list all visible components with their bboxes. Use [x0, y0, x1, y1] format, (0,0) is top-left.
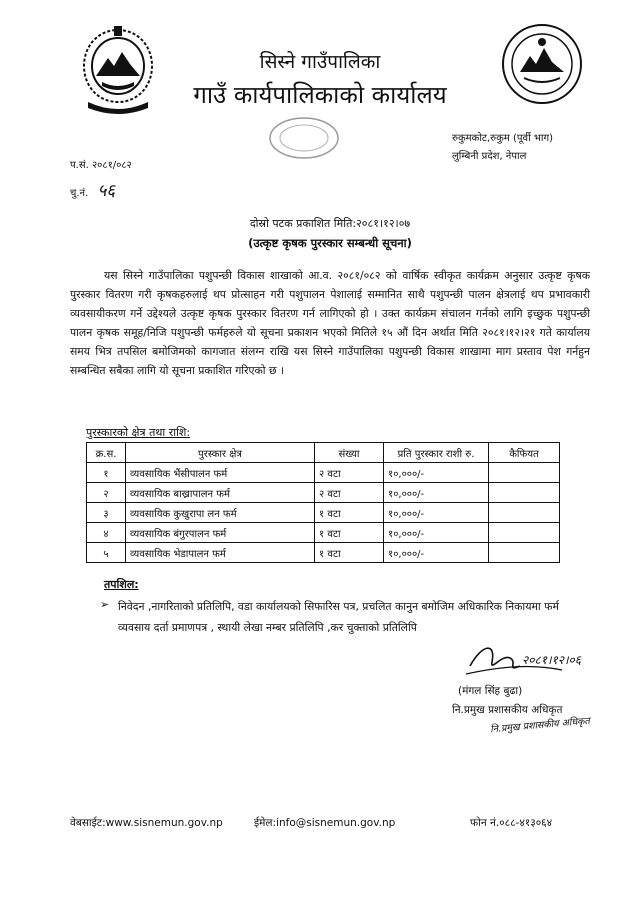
municipality-logo-icon [500, 22, 584, 106]
cell-amount: १०,०००/- [384, 483, 489, 503]
cell-remarks [489, 463, 560, 483]
header-serial: क्र.स. [87, 443, 126, 463]
signatory-title: नि.प्रमुख प्रशासकीय अधिकृत [452, 704, 563, 716]
cell-remarks [489, 483, 560, 503]
footer-website: वेबसाईट:www.sisnemun.gov.np [70, 817, 223, 829]
org-name: सिस्ने गाउँपालिका [259, 51, 381, 73]
cell-serial: १ [87, 463, 126, 483]
patra-sankhya: प.सं. २०८१/०८२ [70, 160, 132, 171]
cell-count: १ वटा [315, 503, 384, 523]
cell-remarks [489, 543, 560, 563]
header-amount: प्रति पुरस्कार राशी रु. [384, 443, 489, 463]
cell-count: २ वटा [315, 483, 384, 503]
table-row [87, 523, 560, 543]
header-remarks: कैफियत [489, 443, 560, 463]
cell-count: १ वटा [315, 543, 384, 563]
table-row [87, 463, 560, 483]
arrow-bullet-icon: ➢ [100, 598, 110, 611]
signatory-name: (मंगल सिंह बुढा) [458, 685, 523, 697]
cell-award-field: व्यवसायिक भैंसीपालन फर्म [126, 463, 315, 483]
table-caption: पुरस्कारको क्षेत्र तथा राशि: [86, 426, 191, 439]
table-row [87, 503, 560, 523]
cell-amount: १०,०००/- [384, 523, 489, 543]
table-header-row [87, 443, 560, 463]
office-name: गाउँ कार्यपालिकाको कार्यालय [193, 81, 447, 109]
cell-remarks [489, 523, 560, 543]
cell-remarks [489, 503, 560, 523]
awards-table [86, 442, 560, 563]
cell-amount: १०,०००/- [384, 543, 489, 563]
footer-email: ईमेल:info@sisnemun.gov.np [254, 817, 396, 829]
chalani-number-line [70, 178, 115, 201]
cell-amount: १०,०००/- [384, 463, 489, 483]
details-heading: तपशिल: [104, 578, 139, 591]
notice-subject: (उत्कृष्ट कृषक पुरस्कार सम्बन्धी सूचना) [248, 236, 412, 250]
cell-count: २ वटा [315, 463, 384, 483]
cell-amount: १०,०००/- [384, 503, 489, 523]
cell-count: १ वटा [315, 523, 384, 543]
notice-body: यस सिस्ने गाउँपालिका पशुपन्छी विकास शाखाको आ.व. २०८१/०८२ को वार्षिक स्वीकृत कार्यक्रम अनुसार उत्कृष्ट कृषक पुरस्कार वितरण गरी कृषकहरुलाई थप प्रोत्साहन गरी पशुपालन पेशालाई सम्मानित साथै पशुपन्छी पालन क्षेत्रलाई थप प्रभावकारी व्यवसायीकरण गर्ने उद्देश्यले उत्कृष्ट कृषक पुरस्कार वितरण गर्न लागिएको हो । उक्त कार्यक्रम संचालन गर्नको लागि इच्छुक पशुपन्छी पालन कृषक समूह/निजि पशुपन्छी फर्महरुले यो सूचना प्रकाशन भएको मितिले १५ औं दिन अर्थात मिति २०८१।१२।२१ गते कार्यालय समय भित्र तपसिल बमोजिमको कागजात संलग्न राखि यस सिस्ने गाउँपालिका पशुपन्छी विकास शाखामा माग प्रस्ताव पेश गर्नहुन सम्बन्धित सबैका लागि यो सूचना प्रकाशित गरिएको छ । [70, 269, 590, 377]
table-row [87, 483, 560, 503]
cell-serial: ५ [87, 543, 126, 563]
nepal-emblem-icon [78, 22, 158, 118]
signatory-stamp: नि.प्रमुख प्रशासकीय अधिकृत [489, 715, 591, 736]
footer-phone: फोन नं.०८८-४१३०६४ [470, 817, 553, 829]
publish-date: दोस्रो पटक प्रकाशित मिति:२०८१।१२।०७ [249, 217, 411, 230]
cell-award-field: व्यवसायिक भेडापालन फर्म [126, 543, 315, 563]
cell-serial: ४ [87, 523, 126, 543]
cell-award-field: व्यवसायिक बाख्रापालन फर्म [126, 483, 315, 503]
signature-scribble [462, 636, 602, 686]
signature-date: २०८१।१२।०६ [522, 653, 582, 667]
header-count: संख्या [315, 443, 384, 463]
office-stamp-icon [268, 116, 340, 160]
cell-award-field: व्यवसायिक कुखुरापा लन फर्म [126, 503, 315, 523]
table-row [87, 543, 560, 563]
address-line-2: लुम्बिनी प्रदेश, नेपाल [452, 151, 527, 162]
chalani-label: चु.नं. [70, 188, 89, 199]
cell-serial: ३ [87, 503, 126, 523]
details-item: निवेदन ,नागरिताको प्रतिलिपि, वडा कार्यालयको सिफारिस पत्र, प्रचलित कानुन बमोजिम अधिकारिक निकायमा फर्म व्यवसाय दर्ता प्रमाणपत्र , स्थायी लेखा नम्बर प्रतिलिपि ,कर चुक्ताको प्रतिलिपि [118, 600, 559, 634]
cell-award-field: व्यवसायिक बंगुरपालन फर्म [126, 523, 315, 543]
header-award-field: पुरस्कार क्षेत्र [126, 443, 315, 463]
chalani-number: ५६ [97, 181, 116, 201]
cell-serial: २ [87, 483, 126, 503]
address-line-1: रुकुमकोट,रुकुम (पूर्वी भाग) [452, 133, 554, 144]
